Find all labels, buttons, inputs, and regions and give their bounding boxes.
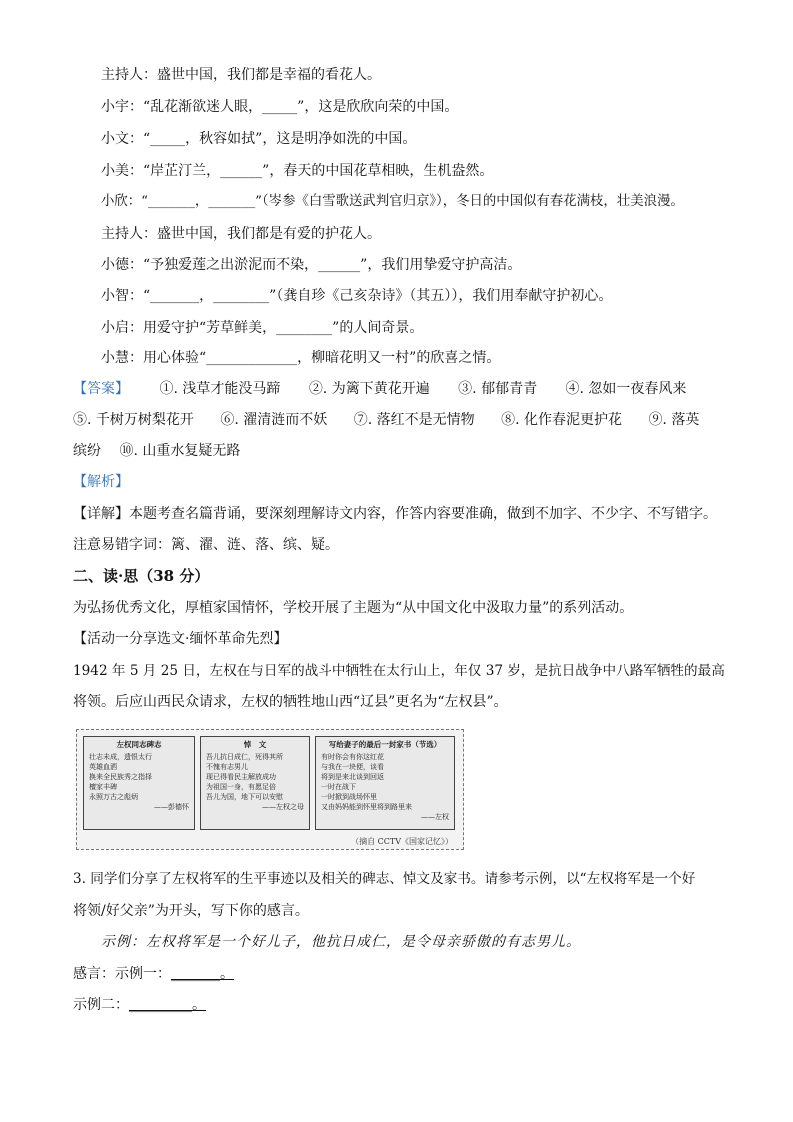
answer-item: ⑨. 落英 — [648, 412, 700, 428]
example-line: 示例：左权将军是一个好儿子，他抗日成仁，是令母亲骄傲的有志男儿。 — [101, 934, 581, 950]
answer-tag: 【答案】 — [73, 381, 129, 397]
image-caption: （摘自 CCTV《国家记忆》） — [351, 837, 453, 846]
stele-line: 有时你会有你这红花 — [321, 753, 384, 761]
question-line: 将领/好父亲”为开头，写下你的感言。 — [73, 903, 309, 919]
answer-item: ⑧. 化作春泥更护花 — [501, 412, 622, 428]
question-line: 3. 同学们分享了左权将军的生平事迹以及相关的碑志、悼文及家书。请参考示例，以“左权将军是一个好 — [73, 871, 696, 887]
answer-item: ①. 浅草才能没马蹄 — [159, 381, 281, 397]
answer-item: ②. 为篱下黄花开遍 — [308, 381, 430, 397]
text-line: 小智：“_______，________”（龚自珍《己亥杂诗》（其五）），我们用奉献守护初心。 — [101, 288, 613, 304]
text-line: 小慧：用心体验“_____________，柳暗花明又一村”的欣喜之情。 — [101, 350, 501, 366]
text-line: 小美：“岸芷汀兰，______”，春天的中国花草相映，生机盎然。 — [101, 163, 494, 179]
eulogy-inscription — [200, 736, 310, 830]
answer-item: 缤纷 — [73, 443, 101, 459]
paragraph-line: 将领。后应山西民众请求，左权的牺牲地山西“辽县”更名为“左权县”。 — [73, 694, 508, 710]
text-line: 主持人：盛世中国，我们都是有爱的护花人。 — [101, 226, 381, 242]
stele-line: 檀家丰碑 — [89, 783, 117, 791]
answer-row-3 — [73, 441, 733, 461]
text-line: 小欣：“_______，_______”（岑参《白雪歌送武判官归京》），冬日的中国似有春花满枝，壮美浪漫。 — [101, 194, 684, 209]
analysis-note: 注意易错字词：篱、濯、涟、落、缤、疑。 — [73, 537, 339, 553]
stele-line: 英雄血洒 — [89, 763, 117, 771]
stele-line: 又由妈妈能到怀里将到路里来 — [321, 803, 412, 811]
answer-row-1 — [73, 379, 733, 399]
stele-image — [76, 729, 464, 850]
stele-inscription — [83, 736, 195, 830]
stele-signature: ——左权 — [421, 813, 449, 821]
answer-item: ⑤. 千树万树梨花开 — [73, 412, 194, 428]
stele-line: 换来全民族秀之指择 — [89, 773, 152, 781]
analysis-tag: 【解析】 — [73, 474, 129, 490]
analysis-detail: 【详解】本题考查名篇背诵，要深刻理解诗文内容，作答内容要准确，做到不加字、不少字、不写错字。 — [73, 506, 717, 522]
text-line: 小宇：“乱花渐欲迷人眼，_____”，这是欣欣向荣的中国。 — [101, 99, 459, 115]
stele-title: 写给妻子的最后一封家书（节选） — [328, 740, 442, 749]
stele-line: 一时在战下 — [321, 783, 356, 791]
answer-line-1 — [73, 964, 733, 984]
stele-line: 将到是来北谈到回返 — [321, 773, 384, 781]
answer-label: 示例二： — [73, 997, 129, 1013]
answer-line-2 — [73, 995, 733, 1015]
answer-item: ⑦. 落红不是无情物 — [353, 412, 475, 428]
stele-line: 永照万古之彪炳 — [89, 793, 138, 801]
answer-item: ⑥. 濯清涟而不妖 — [220, 412, 328, 428]
section-intro: 为弘扬优秀文化，厚植家国情怀，学校开展了主题为“从中国文化中汲取力量”的系列活动。 — [73, 600, 634, 616]
answer-item: ③. 郁郁青青 — [458, 381, 538, 397]
answer-item: ④. 忽如一夜春风来 — [565, 381, 687, 397]
text-line: 小启：用爱守护“芳草鲜美，________”的人间奇景。 — [101, 320, 424, 336]
stele-line: 吾儿为国，地下可以安慰 — [206, 793, 283, 801]
answer-item: ⑩. 山重水复疑无路 — [119, 443, 241, 459]
answer-blank: _________。 — [129, 997, 206, 1013]
stele-signature: ——彭德怀 — [154, 803, 189, 811]
stele-line: 吾儿抗日成仁，死得其所 — [206, 753, 283, 761]
stele-line: 现已得看民主解放成功 — [206, 773, 276, 781]
text-line: 小文：“_____，秋容如拭”，这是明净如洗的中国。 — [101, 131, 417, 147]
stele-line: 不愧有志男儿 — [206, 763, 248, 771]
stele-title: 左权同志碑志 — [116, 740, 162, 749]
stele-line: 与我在一块便，谈看 — [321, 763, 384, 771]
text-line: 小德：“予独爱莲之出淤泥而不染，______”，我们用挚爱守护高洁。 — [101, 257, 522, 273]
section-title: 二、读·思（38 分） — [73, 567, 210, 585]
stele-signature: ——左权之母 — [262, 803, 304, 811]
answer-blank: _______。 — [171, 966, 234, 982]
letter-inscription — [315, 736, 455, 830]
paragraph-line: 1942 年 5 月 25 日，左权在与日军的战斗中牺牲在太行山上，年仅 37 岁，是抗日战争中八路军牺牲的最高 — [73, 663, 725, 679]
stele-line: 一时掀到战场怀里 — [321, 793, 377, 801]
stele-title: 悼 文 — [243, 740, 267, 749]
activity-heading: 【活动一分享选文·缅怀革命先烈】 — [73, 631, 288, 647]
answer-label: 感言：示例一： — [73, 966, 171, 982]
text-line: 主持人：盛世中国，我们都是幸福的看花人。 — [101, 67, 381, 83]
stele-line: 壮志未成，遗恨太行 — [89, 753, 152, 761]
answer-row-2 — [73, 410, 733, 430]
stele-line: 为祖国一身，有愿足倍 — [206, 783, 276, 791]
